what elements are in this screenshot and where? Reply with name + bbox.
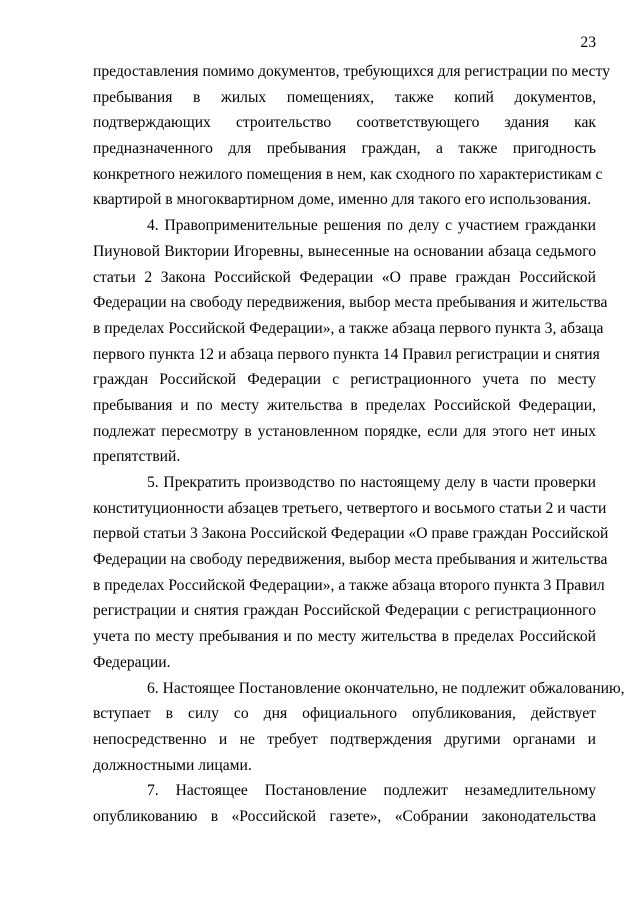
text-line: квартирой в многоквартирном доме, именно для такого его использования. xyxy=(93,191,592,209)
text-line: вступает в силу со дня официального опубликования, действует xyxy=(93,705,596,723)
text-line: подлежат пересмотру в установленном порядке, если для этого нет иных xyxy=(93,422,596,440)
document-body xyxy=(93,59,625,830)
text-line: статьи 2 Закона Российской Федерации «О праве граждан Российской xyxy=(93,268,596,286)
text-line: регистрации и снятия граждан Российской Федерации с регистрационного xyxy=(93,602,596,620)
text-line: первой статьи 3 Закона Российской Федерации «О праве граждан Российской xyxy=(93,525,609,543)
text-line: предназначенного для пребывания граждан, а также пригодность xyxy=(93,140,596,158)
text-line: пребывания в жилых помещениях, также копий документов, xyxy=(93,88,596,106)
text-line: в пределах Российской Федерации», а также абзаца второго пункта 3 Правил xyxy=(93,576,605,594)
text-line: граждан Российской Федерации с регистрационного учета по месту xyxy=(93,371,596,389)
text-line: конкретного нежилого помещения в нем, как сходного по характеристикам с xyxy=(93,165,603,183)
paragraph-first-line: 6. Настоящее Постановление окончательно, не подлежит обжалованию, xyxy=(147,679,625,697)
text-line: в пределах Российской Федерации», а также абзаца первого пункта 3, абзаца xyxy=(93,319,604,337)
text-line: подтверждающих строительство соответствующего здания как xyxy=(93,114,596,132)
text-line: Пиуновой Виктории Игоревны, вынесенные на основании абзаца седьмого xyxy=(93,242,596,260)
text-line: препятствий. xyxy=(93,448,181,466)
text-line: предоставления помимо документов, требующихся для регистрации по месту xyxy=(93,63,611,80)
text-line: первого пункта 12 и абзаца первого пункта 14 Правил регистрации и снятия xyxy=(93,345,600,363)
text-line: конституционности абзацев третьего, четвертого и восьмого статьи 2 и части xyxy=(93,499,607,517)
paragraph-first-line: 7. Настоящее Постановление подлежит незамедлительному xyxy=(147,782,596,800)
text-line: пребывания и по месту жительства в пределах Российской Федерации, xyxy=(93,396,596,414)
text-line: учета по месту пребывания и по месту жительства в пределах Российской xyxy=(93,628,596,646)
text-line: Федерации на свободу передвижения, выбор места пребывания и жительства xyxy=(93,551,608,569)
text-line: должностными лицами. xyxy=(93,756,252,774)
paragraph-first-line: 5. Прекратить производство по настоящему делу в части проверки xyxy=(147,474,596,491)
text-line: непосредственно и не требует подтверждения другими органами и xyxy=(93,730,596,748)
text-line: Федерации на свободу передвижения, выбор места пребывания и жительства xyxy=(93,294,608,312)
text-line: опубликованию в «Российской газете», «Собрании законодательства xyxy=(93,807,596,825)
text-line: Федерации. xyxy=(93,653,171,671)
paragraph-first-line: 4. Правоприменительные решения по делу с участием гражданки xyxy=(147,217,596,235)
page-number: 23 xyxy=(580,34,596,51)
